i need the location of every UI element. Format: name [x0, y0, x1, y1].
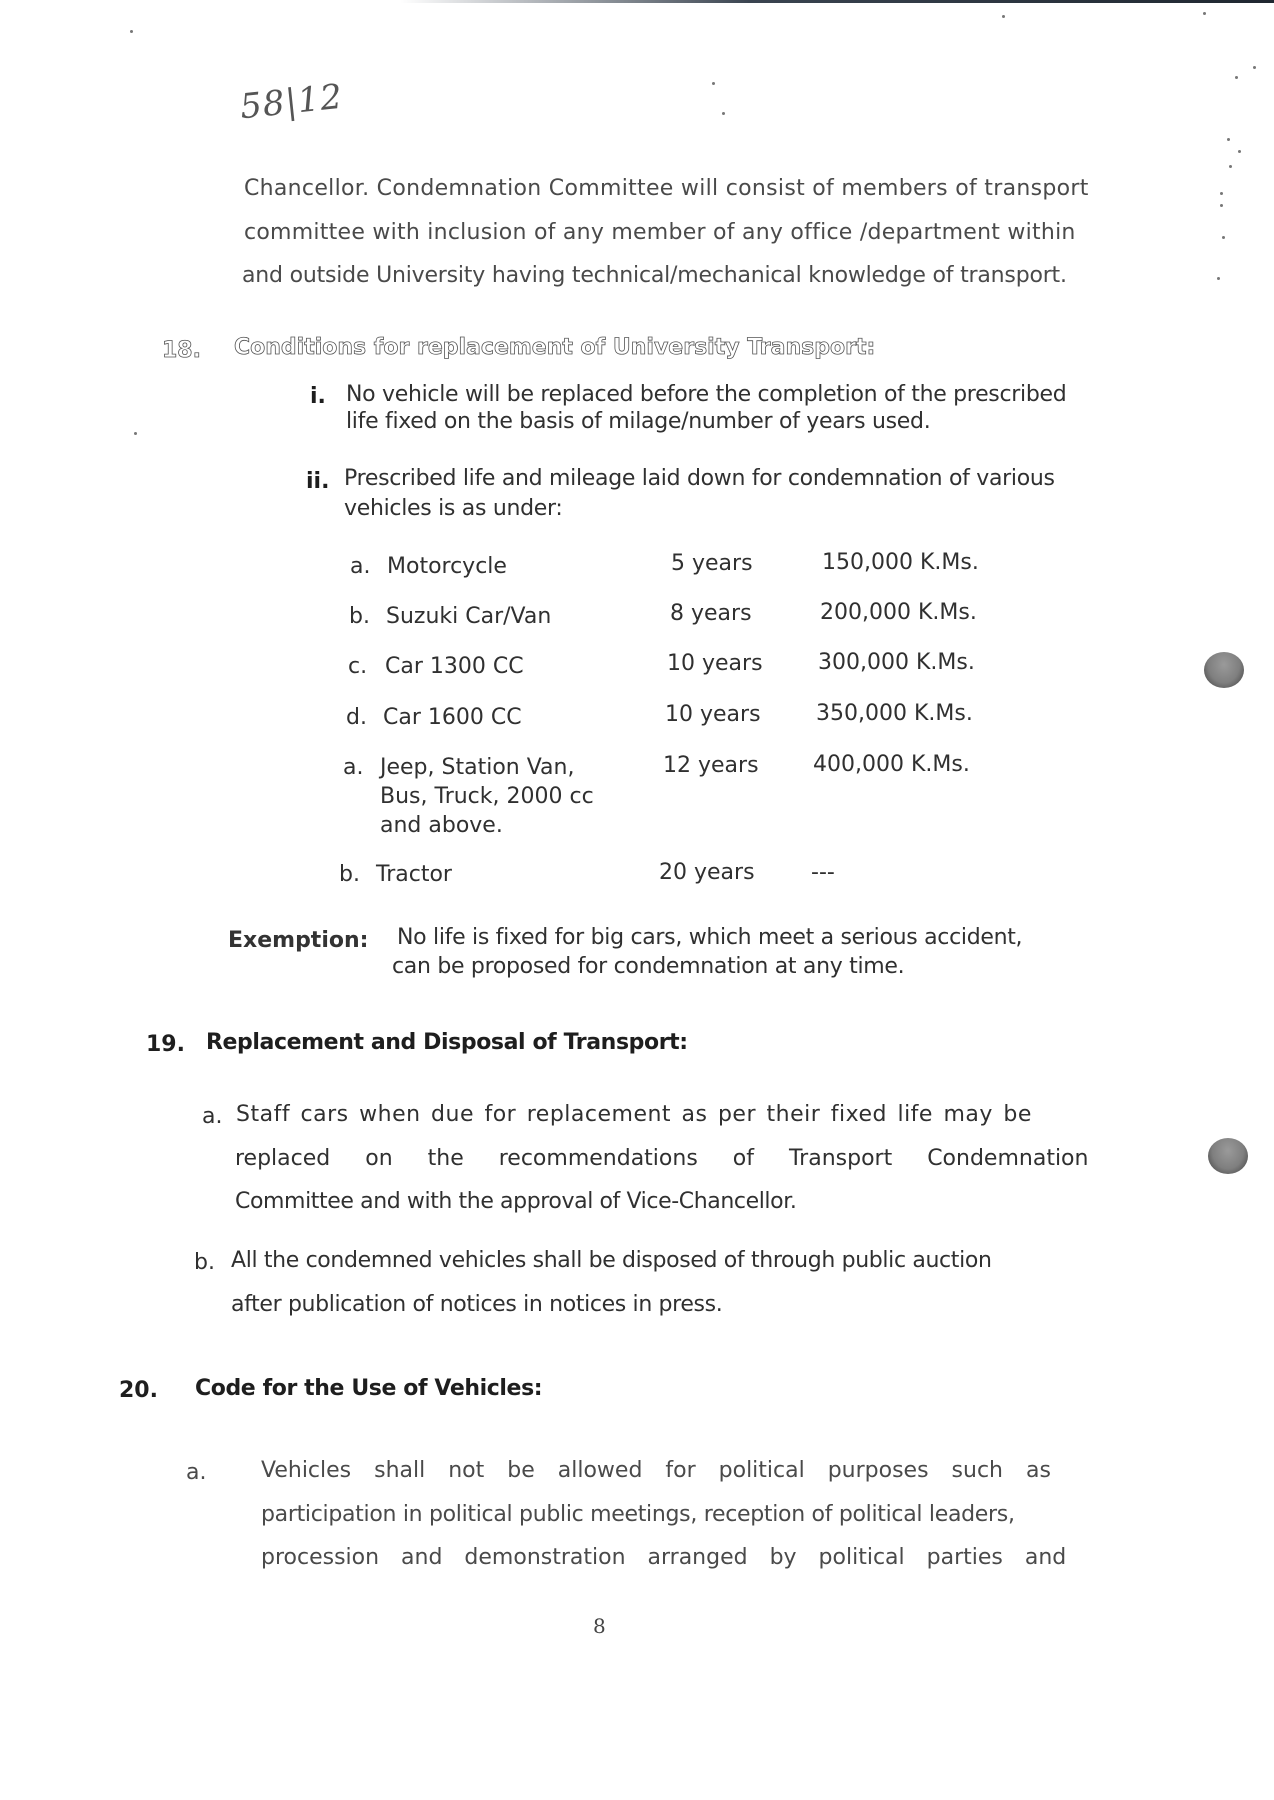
scan-speck [1238, 150, 1241, 153]
exemption-line: can be proposed for condemnation at any time. [392, 954, 905, 979]
vehicle-life: 10 years [667, 651, 763, 676]
item-line: All the condemned vehicles shall be disposed of through public auction [231, 1248, 992, 1273]
item-marker: a. [202, 1104, 223, 1129]
vehicle-name: Car 1600 CC [383, 705, 522, 730]
vehicle-life: 8 years [670, 601, 752, 626]
item-line: participation in political public meetings, reception of political leaders, [261, 1502, 1015, 1527]
page-number: 8 [593, 1614, 606, 1638]
vehicle-name: Tractor [376, 862, 452, 887]
scan-speck [1203, 12, 1206, 15]
section-number: 18. [162, 338, 201, 363]
item-line: Committee and with the approval of Vice-Chancellor. [235, 1189, 797, 1214]
scan-speck [1235, 76, 1238, 79]
handwritten-reference: 58|12 [238, 76, 345, 128]
vehicle-name: Bus, Truck, 2000 cc [380, 784, 594, 809]
row-marker: a. [343, 755, 364, 780]
scan-speck [130, 30, 133, 33]
item-marker: a. [186, 1460, 207, 1485]
vehicle-name: Suzuki Car/Van [386, 604, 552, 629]
punch-hole [1208, 1138, 1248, 1174]
section-title: Replacement and Disposal of Transport: [206, 1030, 688, 1055]
item-line: after publication of notices in notices in press. [231, 1292, 723, 1317]
vehicle-mileage: 150,000 K.Ms. [822, 550, 979, 575]
item-line: procession and demonstration arranged by political parties and [261, 1545, 1067, 1570]
scan-speck [1253, 66, 1256, 69]
paragraph-line: committee with inclusion of any member of any office /department within [244, 220, 1076, 245]
vehicle-name: and above. [380, 813, 503, 838]
vehicle-name: Car 1300 CC [385, 654, 524, 679]
scan-speck [1222, 236, 1225, 239]
exemption-label: Exemption: [228, 928, 369, 953]
row-marker: d. [346, 705, 367, 730]
item-marker: b. [194, 1250, 215, 1275]
item-line: No vehicle will be replaced before the completion of the prescribed [346, 382, 1067, 407]
scan-speck [1220, 204, 1223, 207]
vehicle-life: 12 years [663, 753, 759, 778]
scan-speck [712, 82, 715, 85]
paragraph-line: and outside University having technical/mechanical knowledge of transport. [242, 263, 1067, 288]
scan-speck [722, 112, 725, 115]
item-line: replaced on the recommendations of Transport Condemnation [235, 1146, 1089, 1171]
section-number: 19. [146, 1032, 185, 1057]
scan-speck [1229, 165, 1232, 168]
punch-hole [1204, 652, 1244, 688]
row-marker: b. [349, 604, 370, 629]
scan-speck [134, 432, 137, 435]
item-marker: ii. [306, 469, 330, 494]
item-line: Vehicles shall not be allowed for political purposes such as [261, 1458, 1051, 1483]
section-title: Code for the Use of Vehicles: [195, 1376, 543, 1401]
vehicle-mileage: 400,000 K.Ms. [813, 752, 970, 777]
vehicle-life: 20 years [659, 860, 755, 885]
section-number: 20. [119, 1378, 158, 1403]
paragraph-line: Chancellor. Condemnation Committee will consist of members of transport [244, 176, 1089, 201]
item-line: Staff cars when due for replacement as per their fixed life may be [236, 1102, 1032, 1127]
row-marker: c. [348, 654, 368, 679]
scan-speck [1002, 15, 1005, 18]
vehicle-life: 5 years [671, 551, 753, 576]
vehicle-mileage: 200,000 K.Ms. [820, 600, 977, 625]
section-title: Conditions for replacement of University Transport: [234, 335, 876, 360]
vehicle-life: 10 years [665, 702, 761, 727]
row-marker: b. [339, 862, 360, 887]
item-line: vehicles is as under: [344, 496, 563, 521]
exemption-line: No life is fixed for big cars, which meet a serious accident, [397, 925, 1023, 950]
scan-speck [1220, 192, 1223, 195]
vehicle-name: Motorcycle [387, 554, 507, 579]
item-marker: i. [310, 384, 326, 409]
vehicle-name: Jeep, Station Van, [380, 755, 575, 780]
row-marker: a. [350, 554, 371, 579]
scan-top-edge [400, 0, 1274, 3]
vehicle-mileage: --- [811, 860, 835, 885]
item-line: life fixed on the basis of milage/number of years used. [346, 409, 931, 434]
item-line: Prescribed life and mileage laid down for condemnation of various [344, 466, 1055, 491]
scan-speck [1217, 277, 1220, 280]
vehicle-mileage: 350,000 K.Ms. [816, 701, 973, 726]
scan-speck [1227, 138, 1230, 141]
vehicle-mileage: 300,000 K.Ms. [818, 650, 975, 675]
